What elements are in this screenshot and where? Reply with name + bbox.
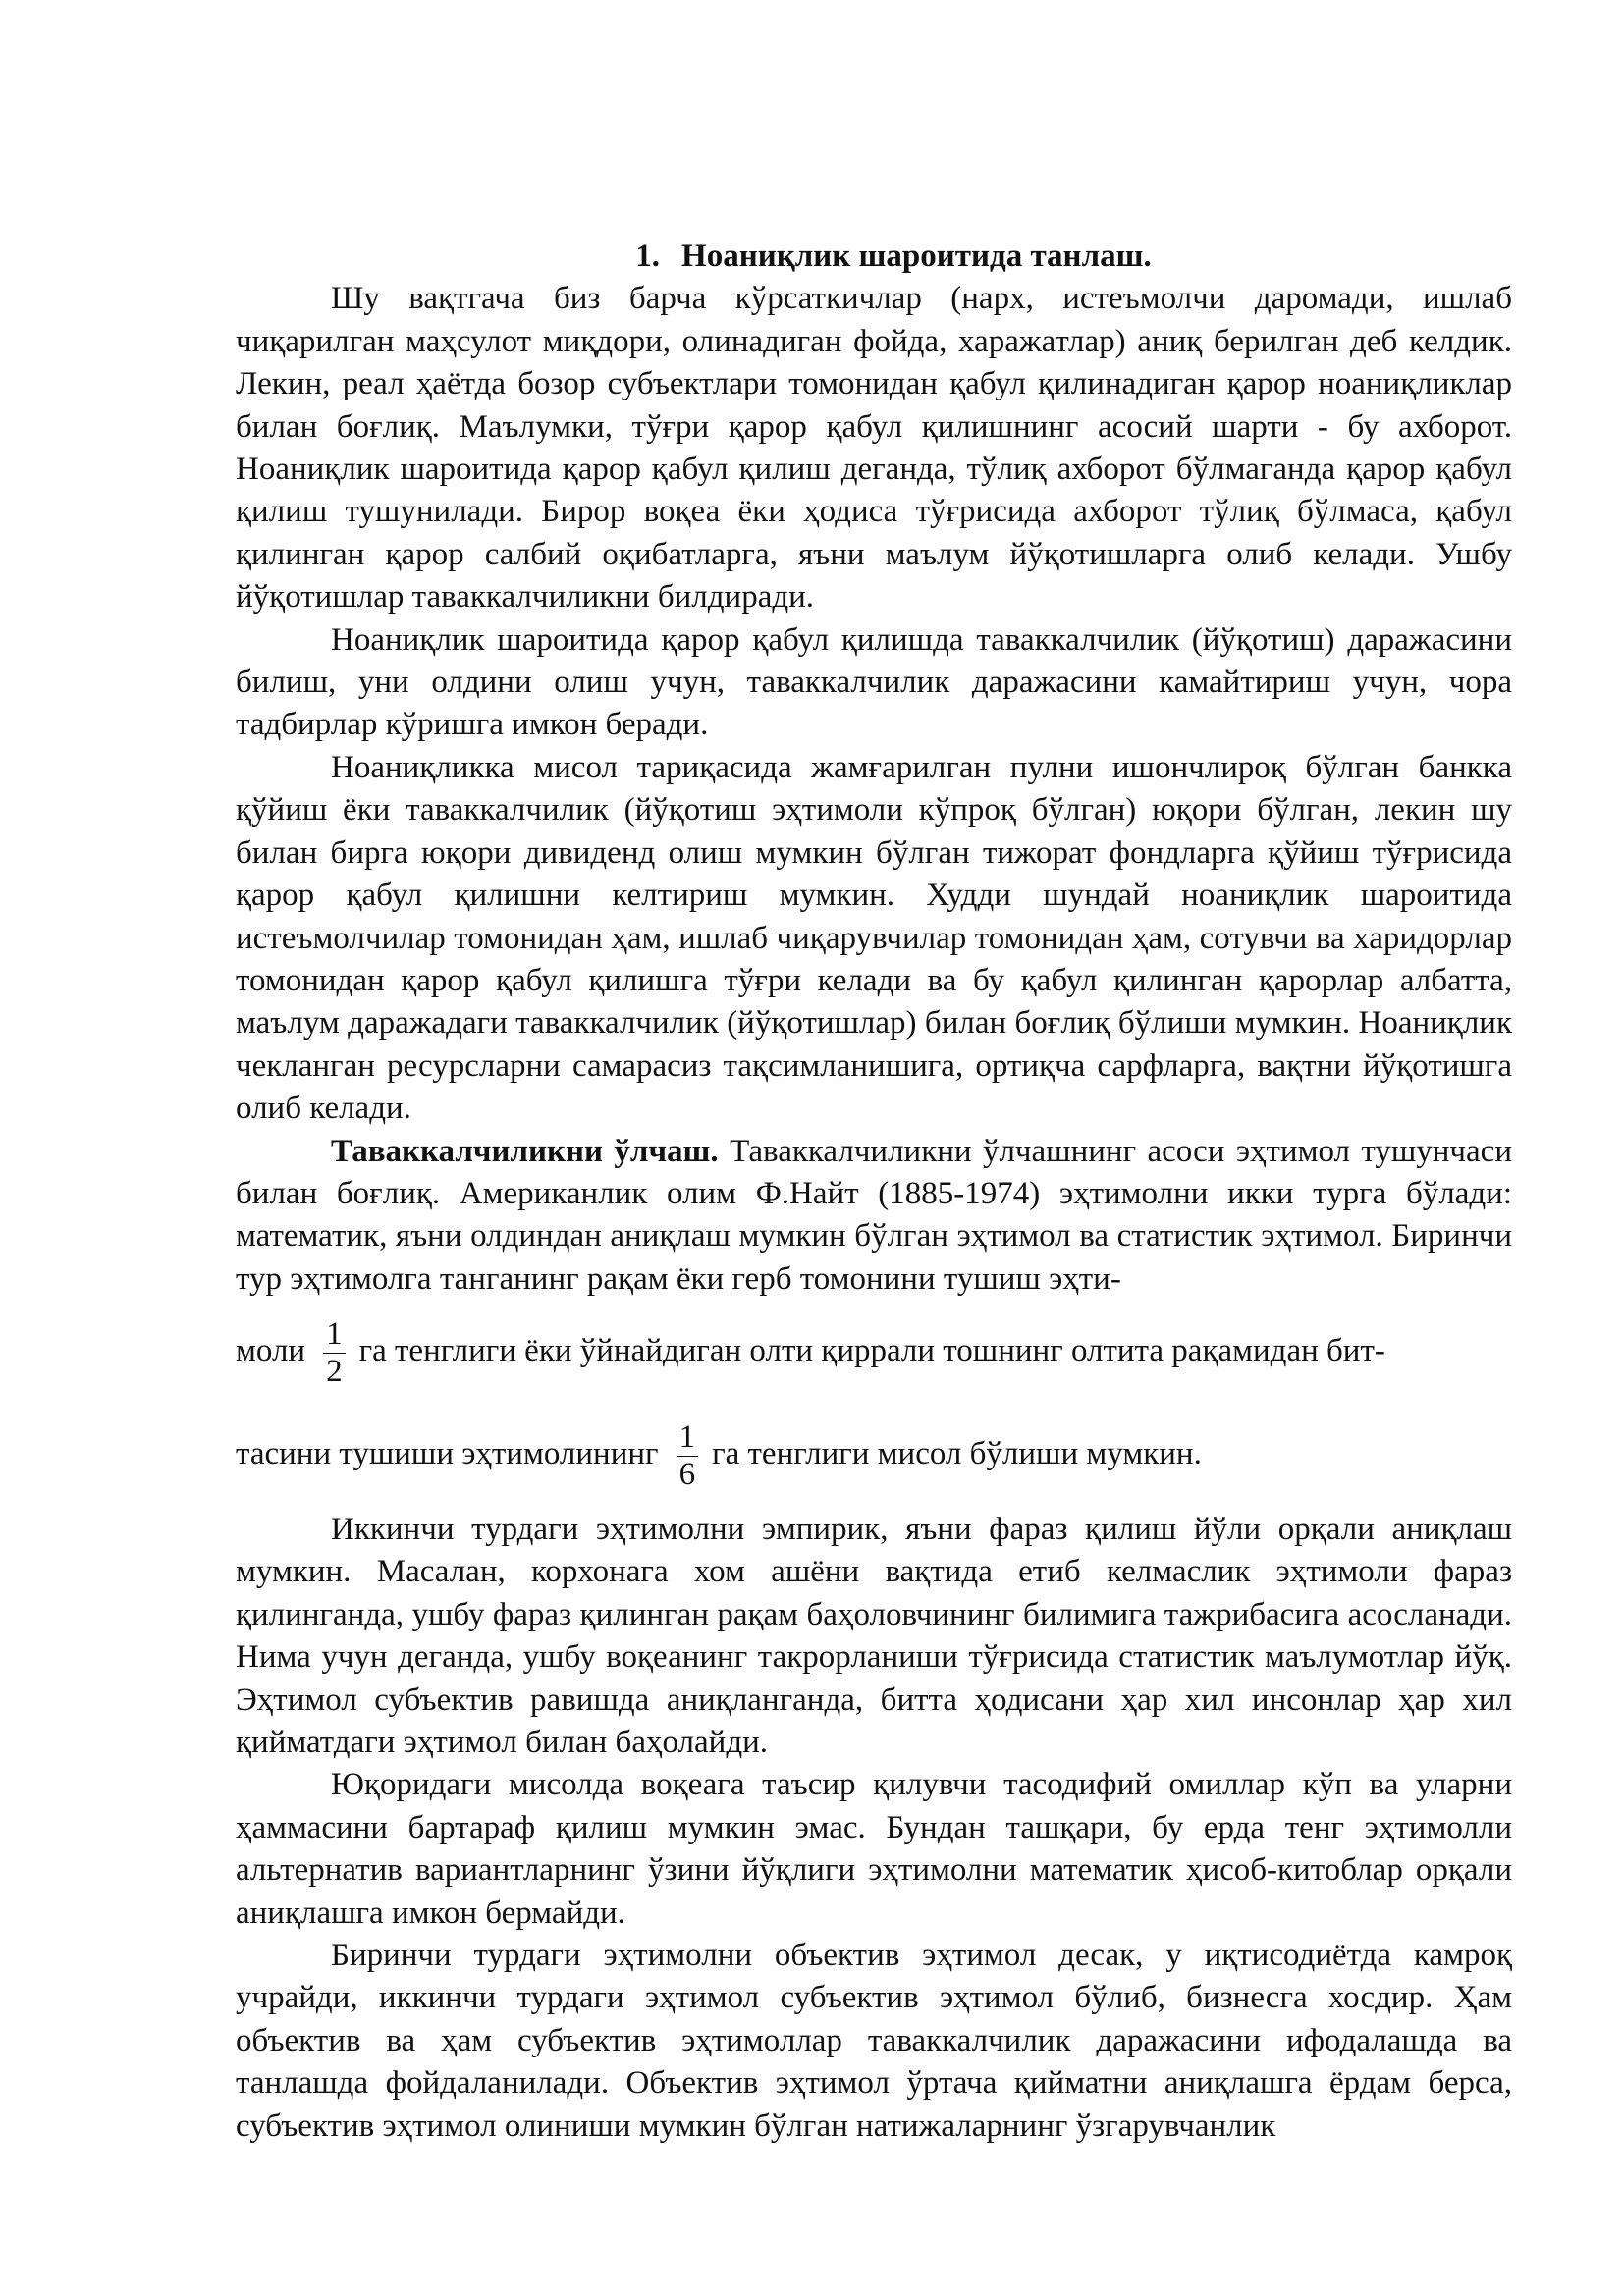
risk-text: Таваккалчиликни ўлчашнинг асоси эҳтимол тушунчаси билан боғлиқ. Американлик олим Ф.Найт (1885-1974) эҳтимолни икки турга бўлади: математик, яъни олдиндан аниқлаш мумкин бўлган эҳтимол ва статистик эҳтимол. Биринчи тур эҳтимолга танганинг рақам ёки герб томонини тушиш эҳти- bbox=[236, 1133, 1512, 1297]
fraction-denominator: 6 bbox=[678, 1457, 696, 1493]
document-page bbox=[236, 236, 1512, 2148]
paragraph-5: Иккинчи турдаги эҳтимолни эмпирик, яъни фараз қилиш йўли орқали аниқлаш мумкин. Масалан, корхонага хом ашёни вақтида етиб келмаслик эҳтимоли фараз қилинганда, ушбу фараз қилинган рақам баҳоловчининг билимига тажрибасига асосланади. Нима учун деганда, ушбу воқеанинг такрорланиши тўғрисида статистик маълумотлар йўқ. Эҳтимол субъектив равишда аниқланганда, битта ҳодисани ҳар хил инсонлар ҳар хил қийматдаги эҳтимол билан баҳолайди. bbox=[236, 1511, 1512, 1760]
paragraph-3: Ноаниқликка мисол тариқасида жамғарилган пулни ишончлироқ бўлган банкка қўйиш ёки таваккалчилик (йўқотиш эҳтимоли кўпроқ бўлган) юқори бўлган, лекин шу билан бирга юқори дивиденд олиш мумкин бўлган тижорат фондларга қўйиш тўғрисида қарор қабул қилишни келтириш мумкин. Худди шундай ноаниқлик шароитида истеъмолчилар томонидан ҳам, ишлаб чиқарувчилар томонидан ҳам, сотувчи ва харидорлар томонидан қарор қабул қилишга тўғри келади ва бу қабул қилинган қарорлар албатта, маълум даражадаги таваккалчилик (йўқотишлар) билан боғлиқ бўлиши мумкин. Ноаниқлик чекланган ресурсларни самарасиз тақсимланишига, ортиқча сарфларга, вақтни йўқотишга олиб келади. bbox=[236, 749, 1512, 1127]
paragraph-6: Юқоридаги мисолда воқеага таъсир қилувчи тасодифий омиллар кўп ва уларни ҳаммасини бартараф қилиш мумкин эмас. Бундан ташқари, бу ерда тенг эҳтимолли альтернатив вариантларнинг ўзини йўқлиги эҳтимолни математик ҳисоб-китоблар орқали аниқлашга имкон бермайди. bbox=[236, 1767, 1512, 1931]
line-a-after: га тенглиги ёки ўйнайдиган олти қиррали тошнинг олтита рақамидан бит- bbox=[358, 1333, 1385, 1369]
section-heading bbox=[236, 236, 1512, 278]
risk-paragraph bbox=[236, 1131, 1512, 1302]
heading-number: 1. bbox=[635, 239, 661, 274]
line-b-before: тасини тушиши эҳтимолининг bbox=[236, 1436, 659, 1472]
paragraph-2: Ноаниқлик шароитида қарор қабул қилишда таваккалчилик (йўқотиш) даражасини билиш, уни олдини олиш учун, таваккалчилик даражасини камайтириш учун, чора тадбирлар кўришга имкон беради. bbox=[236, 621, 1512, 743]
paragraph-1: Шу вақтгача биз барча кўрсаткичлар (нарх, истеъмолчи даромади, ишлаб чиқарилган маҳсулот миқдори, олинадиган фойда, харажатлар) аниқ берилган деб келдик. Лекин, реал ҳаётда бозор субъектлари томонидан қабул қилинадиган қарор ноаниқликлар билан боғлиқ. Маълумки, тўғри қарор қабул қилишнинг асосий шарти - бу ахборот. Ноаниқлик шароитида қарор қабул қилиш деганда, тўлиқ ахборот бўлмаганда қарор қабул қилиш тушунилади. Бирор воқеа ёки ҳодиса тўғрисида ахборот тўлиқ бўлмаса, қабул қилинган қарор салбий оқибатларга, яъни маълум йўқотишларга олиб келади. Ушбу йўқотишлар таваккалчиликни билдиради. bbox=[236, 281, 1512, 615]
fraction-denominator: 2 bbox=[326, 1354, 343, 1390]
line-b-after: га тенглиги мисол бўлиши мумкин. bbox=[712, 1436, 1202, 1472]
fraction-one-sixth bbox=[677, 1419, 699, 1493]
paragraph-7: Биринчи турдаги эҳтимолни объектив эҳтимол десак, у иқтисодиётда камроқ учрайди, иккинчи турдаги эҳтимол субъектив эҳтимол бўлиб, бизнесга хосдир. Ҳам объектив ва ҳам субъектив эҳтимоллар таваккалчилик даражасини ифодалашда ва танлашда фойдаланилади. Объектив эҳтимол ўртача қийматни аниқлашга ёрдам берса, субъектив эҳтимол олиниши мумкин бўлган натижаларнинг ўзгарувчанлик bbox=[236, 1938, 1512, 2144]
risk-title: Таваккалчиликни ўлчаш. bbox=[331, 1133, 719, 1169]
fraction-numerator: 1 bbox=[677, 1419, 699, 1457]
line-a-before: моли bbox=[236, 1333, 306, 1369]
fraction-one-half bbox=[323, 1316, 346, 1390]
fraction-numerator: 1 bbox=[323, 1316, 346, 1354]
heading-title: Ноаниқлик шароитида танлаш. bbox=[681, 239, 1152, 274]
fraction-line-a bbox=[236, 1316, 1512, 1390]
fraction-line-b bbox=[236, 1419, 1512, 1493]
